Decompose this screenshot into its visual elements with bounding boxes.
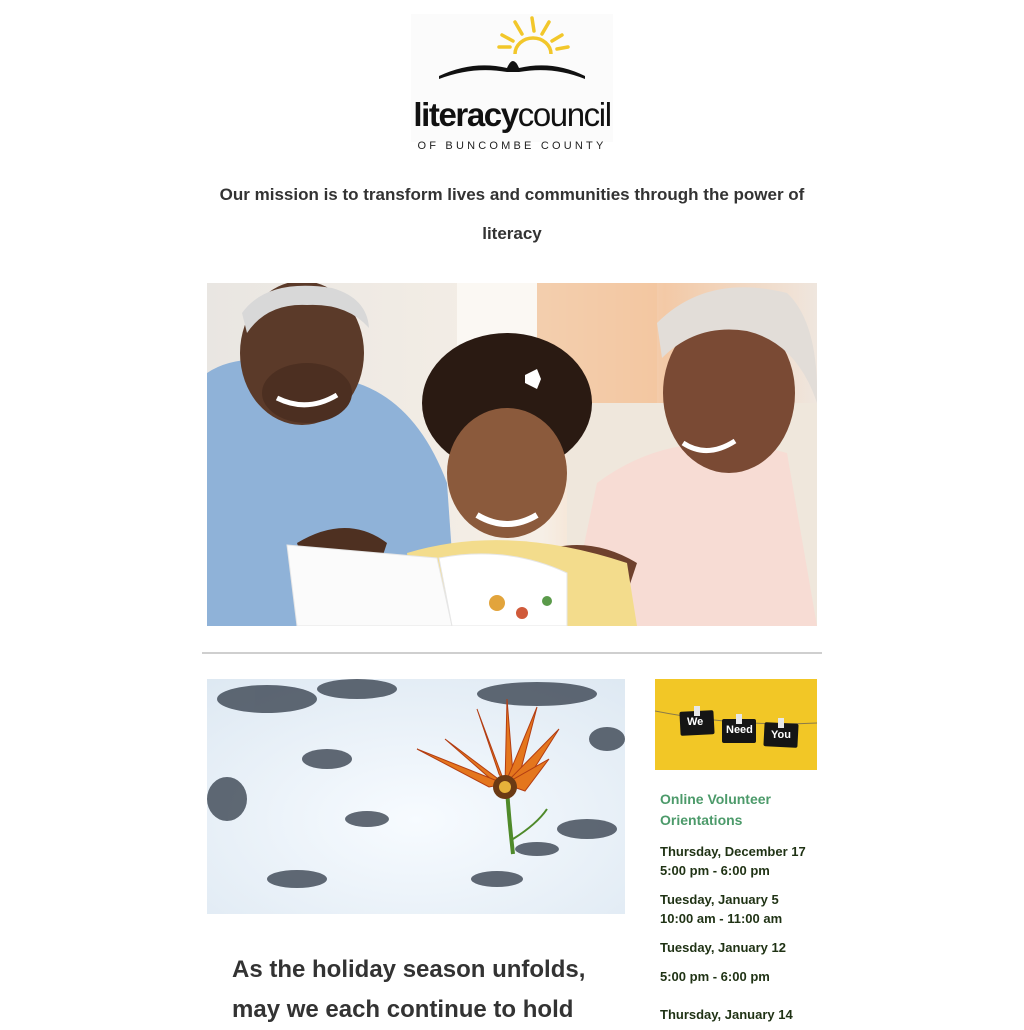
literacy-council-logo[interactable] [411,14,613,152]
logo-subtitle: OF BUNCOMBE COUNTY [417,140,607,152]
sidebar-title[interactable]: Online Volunteer Orientations [660,791,771,828]
event-date: Tuesday, January 5 [660,892,779,907]
need-label: Need [726,724,753,736]
logo-wordmark: literacycouncil [413,96,611,133]
holiday-heading: As the holiday season unfolds, may we each continue to hold [232,956,586,1023]
event-time: 5:00 pm - 6:00 pm [660,863,770,878]
event-item [660,842,806,880]
event-time: 10:00 am - 11:00 am [660,911,783,926]
volunteer-orientations-sidebar [660,789,818,1022]
we-need-you-banner[interactable] [655,679,817,770]
flower-in-snow-image [207,679,625,914]
event-date: Tuesday, January 12 [660,940,786,955]
section-divider [202,652,822,654]
event-time: 5:00 pm - 6:00 pm [660,969,770,984]
event-item [660,890,782,928]
sun-book-icon [411,14,613,96]
hero-family-reading-image [207,283,817,626]
event-date: Thursday, January 14 [660,1007,793,1022]
flower-in-snow-photo-icon [207,679,625,914]
event-item [660,1005,793,1024]
event-item [660,938,786,986]
mission-statement: Our mission is to transform lives and communities through the power of literacy [219,185,805,243]
family-reading-photo-icon [207,283,817,626]
event-date: Thursday, December 17 [660,844,806,859]
we-label: We [687,716,704,728]
you-label: You [771,729,791,741]
